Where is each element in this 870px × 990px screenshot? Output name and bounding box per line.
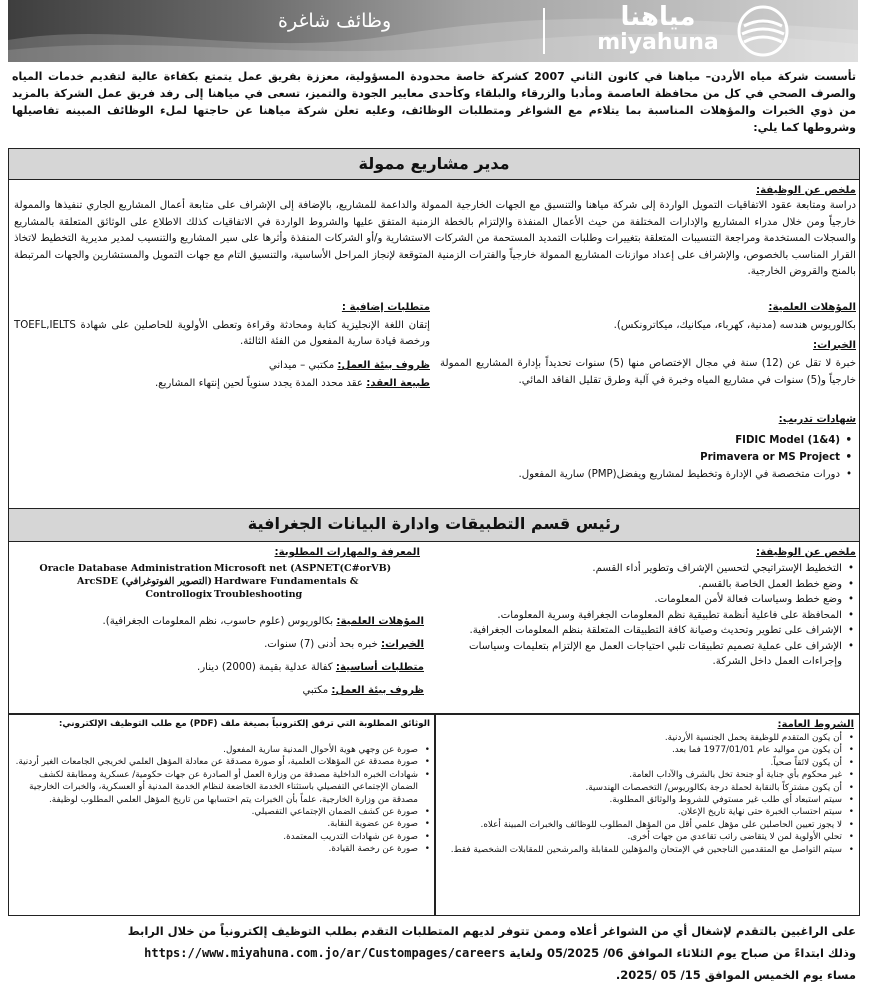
docs-list (14, 744, 430, 856)
job2-req-row (14, 660, 424, 675)
conditions-divider (434, 714, 436, 916)
job1-summary-text: دراسة ومتابعة عقود الاتفاقيات التمويل الواردة إلى شركة مياهنا والتنسيق مع الجهات الخارجية الممولة والداعمة للمشاريع، بالإضافة إلى الإشراف على متابعة أعمال المشاريع الجاري تنفيذها والممولة خارجياً ومن خلال مدراء المشاريع والإدارات المختلفة من حيث الأعمال المنفذة والإلتزام بالخطة الزمنية المتفق عليها والشروط الواردة في الاتفاقيات كذلك الاطلاع على الوثائق المتعلقة بالمشاريع والسجلات المستخدمة ومراجعة التنسيبات المتعلقة بتغييرات وطلبات التمديد المستحمة من الشركات الاستشارية و/أو الشركات المنفذة وأثرها على سير المشاريع والتنسيب لمدير مديرية التخطيط لاتخاذ القرار المناسب بالخصوص، والإشراف على إعداد موازنات المشاريع الممولة خارجياً والفترات الزمنية المتوقعة لإنجاز المراحل الأساسية، والتنسيق التام مع جهات التمويل والمستشارين والجهات المرتبطة بالمنح والقروض الخارجية. (14, 200, 856, 277)
duty-item: • وضع خطط العمل الخاصة بالقسم. (430, 577, 854, 593)
job2-skills-heading: المعرفة والمهارات المطلوبة: (274, 547, 420, 558)
job2-qual-row (14, 614, 424, 629)
doc-item: • صورة عن كشف الضمان الإجتماعي التفصيلي. (14, 806, 430, 818)
condition-item: • تحلي الأولوية لمن لا يتقاضى راتب تقاعدي من جهات أخرى. (440, 831, 854, 843)
job2-env-heading: ظروف بيئة العمل: (331, 685, 424, 696)
job2-env-text: مكتبي (302, 685, 329, 696)
job1-contract-heading: طبيعة العقد: (366, 378, 430, 389)
job1-env-heading: ظروف بيئة العمل: (337, 360, 430, 371)
job1-env-row (14, 358, 430, 373)
banner-tagline: وظائف شاغرة (278, 10, 392, 32)
job1-cert-list (440, 432, 852, 483)
duty-item: • الإشراف على تطوير وتحديث وصيانة كافة التطبيقات المتعلقة بنظم المعلومات الجغرافية. (430, 623, 854, 639)
conditions-list (440, 732, 854, 856)
job2-req-text: كفالة عدلية بقيمة (2000) دينار. (196, 662, 333, 673)
job1-qual-heading: المؤهلات العلمية: (768, 302, 856, 313)
intro-paragraph: تأسست شركة مياه الأردن– مياهنا في كانون الثاني 2007 كشركة خاصة محدودة المسؤولية، معززة بفريق عمل يتمتع بكفاءة عالية لتقديم خدمات المياه والصرف الصحي في كل من محافظة العاصمة ومأدبا والزرقاء والبلقاء وكأحدى معايير الجودة والتميز، تسعى في مياهنا إلى رفد فريق عمل الشركة بالمزيد من ذوي الخبرات والمؤهلات المناسبة بما يتلاءم مع الشواغر ومتطلبات الوظائف، وعليه تعلن شركة مياهنا عن حاجتها لملء الوظائف المبينه تفاصيلها وشروطها كما يلي: (12, 70, 856, 134)
skill-item: Controllogix (145, 589, 212, 600)
cert-item: • FIDIC Model (1&4) (440, 432, 852, 449)
duty-item: • المحافظة على فاعلية أنظمة تطبيقية نظم المعلومات الجغرافية وسرية المعلومات. (430, 608, 854, 624)
job2-qual-text: بكالوريوس (علوم حاسوب، نظم المعلومات الجغرافية). (102, 616, 334, 627)
logo-arabic-text: مياهنا (620, 2, 696, 32)
condition-item: • لا يجوز تعيين الحاصلين على مؤهل علمي أقل من المؤهل المطلوب للوظائف والخبرات المبينة أعلاه. (440, 819, 854, 831)
job1-extra-heading: متطلبات إضافية : (341, 302, 430, 313)
doc-item: • صورة عن وجهي هوية الأحوال المدنية سارية المفعول. (14, 744, 430, 756)
water-drop-logo-icon (736, 4, 790, 58)
docs-heading: الوثائق المطلوبة التي ترفق إلكترونياً بصيغة ملف (PDF) مع طلب التوظيف الإلكتروني: (58, 719, 430, 729)
duty-item: • وضع خطط وسياسات فعالة لأمن المعلومات. (430, 592, 854, 608)
job1-qual-text: بكالوريوس هندسه (مدنية، كهرباء، ميكانيك، ميكاترونكس). (613, 320, 856, 331)
job1-contract-row (14, 376, 430, 391)
condition-item: • غير محكوم بأي جناية أو جنحة تخل بالشرف والآداب العامة. (440, 769, 854, 781)
job2-summary-heading: ملخص عن الوظيفة: (756, 547, 856, 558)
job1-env-text: مكتبي – ميداني (268, 360, 335, 371)
job1-cert-heading: شهادات تدريب: (778, 414, 856, 425)
footer-line1: على الراغبين بالتقدم لإشغال أي من الشواغر أعلاه وممن تتوفر لديهم المتطلبات التقدم بطلب التوظيف إلكترونياً من خلال الرابط (127, 924, 856, 938)
logo-english-text: miyahuna (597, 30, 719, 55)
cert-item: • Primavera or MS Project (440, 449, 852, 466)
header-banner (8, 0, 858, 62)
job2-exp-row (14, 637, 424, 652)
skill-item: Troubleshooting (214, 589, 303, 600)
job2-qual-heading: المؤهلات العلمية: (336, 616, 424, 627)
condition-item: • سيتم استبعاد أي طلب غير مستوفي للشروط والوثائق المطلوبة. (440, 794, 854, 806)
careers-link[interactable]: https://www.miyahuna.com.jo/ar/Custompages/careers (144, 946, 506, 960)
skill-item: Hardware Fundamentals & (214, 576, 359, 587)
duty-item: • التخطيط الإستراتيجي لتحسين الإشراف وتطوير أداء القسم. (430, 561, 854, 577)
doc-item: • صورة مصدقة عن المؤهلات العلمية، أو صورة مصدقة عن معادلة المؤهل العلمي لخريجي الجامعات الغير أردنية. (14, 756, 430, 768)
doc-item: • شهادات الخبره الداخلية مصدقة من وزارة العمل أو الصادرة عن جهات حكومية/ عسكرية ومطابقة لكشف الضمان الإجتماعي التفصيلي باستثناء الخدمة الخاضعة لنظام الخدمة المدنية أو العسكرية، والخبرات الخارجية مصدقة من وزارة الخارجية، علماً بأن الخبرات يتم احتسابها من تاريخ المؤهل العلمي المطلوب لوظيفة. (14, 769, 430, 806)
job1-summary-heading: ملخص عن الوظيفة: (756, 185, 856, 196)
skill-item: Microsoft net (ASPNET(C#orVB) (214, 563, 392, 574)
application-footer (8, 920, 860, 988)
condition-item: • سيتم التواصل مع المتقدمين الناجحين في الإمتحان والمؤهلين للمقابلة والمرشحين للمقابلات الشخصية فقط. (440, 844, 854, 856)
condition-item: • سيتم احتساب الخبرة حتى نهاية تاريخ الإعلان. (440, 806, 854, 818)
condition-item: • أن يكون من مواليد عام 1977/01/01 فما بعد. (440, 744, 854, 756)
duty-item: • الإشراف على عملية تصميم تطبيقات تلبي احتياجات العمل مع الإلتزام بتعليمات وسياسات وإجراءات العمل داخل الشركة. (430, 639, 854, 670)
job2-duties-list (430, 561, 854, 670)
conditions-heading: الشروط العامة: (777, 719, 854, 730)
job1-exp-text: خبرة لا تقل عن (12) سنة في مجال الإختصاص منها (5) سنوات تحديداً بإدارة المشاريع الممولة خارجياً و(5) سنوات في مشاريع المياه وخبرة في آلية وطرق تقليل الفاقد المائي. (440, 358, 857, 386)
job2-req-heading: متطلبات أساسية: (335, 662, 424, 673)
job1-contract-text: عقد محدد المدة يجدد سنوياً لحين إنتهاء المشاريع. (154, 378, 363, 389)
doc-item: • صورة عن عضوية النقابة. (14, 818, 430, 830)
doc-item: • صورة عن شهادات التدريب المعتمدة. (14, 831, 430, 843)
job2-skills-right (214, 562, 424, 601)
job1-title: مدير مشاريع ممولة (8, 148, 860, 180)
job2-skills-left (14, 562, 212, 601)
condition-item: • أن يكون المتقدم للوظيفة يحمل الجنسية الأردنية. (440, 732, 854, 744)
footer-line2: وذلك ابتداءً من صباح يوم الثلاثاء الموافق 06/ 05/2025 ولغاية (509, 946, 856, 960)
skill-item: ArcSDE (التصوير الفوتوغرافي) (77, 576, 212, 587)
condition-item: • أن يكون مشتركاً بالنقابة لحملة درجة بكالوريوس/ التخصصات الهندسية. (440, 782, 854, 794)
job2-title: رئيس قسم التطبيقات وادارة البيانات الجغرافية (8, 508, 860, 542)
job2-exp-text: خبره بحد أدنى (7) سنوات. (264, 639, 378, 650)
skill-item: Oracle Database Administration (39, 563, 212, 574)
footer-line3: مساء يوم الخميس الموافق 15/ 05 /2025. (615, 968, 856, 982)
job2-env-row (14, 683, 424, 698)
job1-extra-text: إتقان اللغة الإنجليزية كتابة ومحادثة وقراءة وتعطى الأولوية للحاصلين على شهادة TOEFL,IELTS ورخصة قيادة سارية المفعول من الفئة الثالثة. (14, 320, 430, 347)
job1-exp-heading: الخبرات: (813, 340, 856, 351)
doc-item: • صورة عن رخصة القيادة. (14, 843, 430, 855)
banner-divider (543, 8, 545, 54)
footer-line2-row (12, 942, 856, 964)
condition-item: • أن يكون لائقاً صحياً. (440, 757, 854, 769)
job2-exp-heading: الخبرات: (381, 639, 424, 650)
cert-item: • دورات متخصصة في الإدارة وتخطيط لمشاريع ويفضل(PMP) سارية المفعول. (440, 466, 852, 483)
